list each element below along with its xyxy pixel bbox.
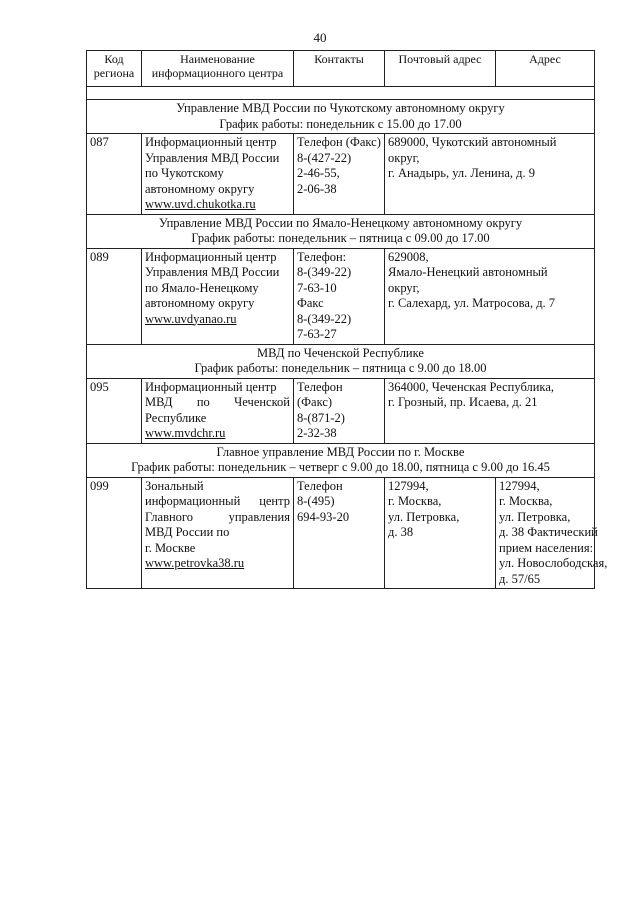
- table-row: [87, 477, 595, 589]
- section-schedule: График работы: понедельник – пятница с 09.00 до 17.00: [191, 231, 490, 245]
- contacts: Телефон (Факс) 8-(427-22) 2-46-55, 2-06-38: [294, 134, 385, 215]
- table-header-row: [87, 51, 595, 87]
- header-code: Код региона: [87, 51, 142, 87]
- section-header-row: [87, 443, 595, 477]
- region-code: 089: [87, 248, 142, 344]
- contacts: Телефон 8-(495) 694-93-20: [294, 477, 385, 589]
- center-name: Информационный центр Управления МВД России по Чукотскому автономному округу www.uvd.chukotka.ru: [142, 134, 294, 215]
- postal-address: 364000, Чеченская Республика, г. Грозный, пр. Исаева, д. 21: [385, 378, 595, 443]
- table-row: [87, 248, 595, 344]
- address: 127994, г. Москва, ул. Петровка, д. 38 Фактический прием населения: ул. Новослободская, д. 57/65: [496, 477, 595, 589]
- table-row: [87, 134, 595, 215]
- section-schedule: График работы: понедельник с 15.00 до 17.00: [219, 116, 462, 131]
- postal-address: 629008, Ямало-Ненецкий автономный округ, г. Салехард, ул. Матросова, д. 7: [385, 248, 595, 344]
- region-code: 087: [87, 134, 142, 215]
- section-header-row: [87, 214, 595, 248]
- section-schedule: График работы: понедельник – пятница с 9.00 до 18.00: [194, 361, 487, 375]
- section-title: Управление МВД России по Ямало-Ненецкому автономному округу: [158, 215, 523, 230]
- website-link[interactable]: www.uvdyanao.ru: [145, 311, 237, 326]
- header-address: Адрес: [496, 51, 595, 87]
- region-code: 099: [87, 477, 142, 589]
- center-name: Информационный центр Управления МВД России по Ямало-Ненецкому автономному округу www.uvdyanao.ru: [142, 248, 294, 344]
- header-postal-address: Почтовый адрес: [385, 51, 496, 87]
- postal-address: 127994, г. Москва, ул. Петровка, д. 38: [385, 477, 496, 589]
- section-header-row: [87, 344, 595, 378]
- page-number: 40: [313, 30, 327, 45]
- section-title: МВД по Чеченской Республике: [257, 345, 424, 360]
- section-title: Управление МВД России по Чукотскому автономному округу: [176, 101, 505, 115]
- section-schedule: График работы: понедельник – четверг с 9.00 до 18.00, пятница с 9.00 до 16.45: [131, 460, 550, 474]
- center-name: Информационный центр МВД по Чеченской Республике www.mvdchr.ru: [142, 378, 294, 443]
- spacer-row: [87, 87, 595, 100]
- section-header-row: [87, 100, 595, 134]
- postal-address: 689000, Чукотский автономный округ, г. Анадырь, ул. Ленина, д. 9: [385, 134, 595, 215]
- section-title: Главное управление МВД России по г. Москве: [216, 444, 465, 459]
- center-name: Зональный информационный центр Главного управления МВД России по г. Москве www.petrovka38.ru: [142, 477, 294, 589]
- header-name: Наименование информационного центра: [142, 51, 294, 87]
- website-link[interactable]: www.mvdchr.ru: [145, 426, 226, 440]
- contacts: Телефон (Факс) 8-(871-2) 2-32-38: [294, 378, 385, 443]
- information-centers-table: [86, 50, 608, 589]
- header-contacts: Контакты: [294, 51, 385, 87]
- website-link[interactable]: www.uvd.chukotka.ru: [145, 197, 256, 211]
- website-link[interactable]: www.petrovka38.ru: [145, 556, 245, 570]
- contacts: Телефон: 8-(349-22) 7-63-10 Факс 8-(349-22) 7-63-27: [294, 248, 385, 344]
- region-code: 095: [87, 378, 142, 443]
- table-row: [87, 378, 595, 443]
